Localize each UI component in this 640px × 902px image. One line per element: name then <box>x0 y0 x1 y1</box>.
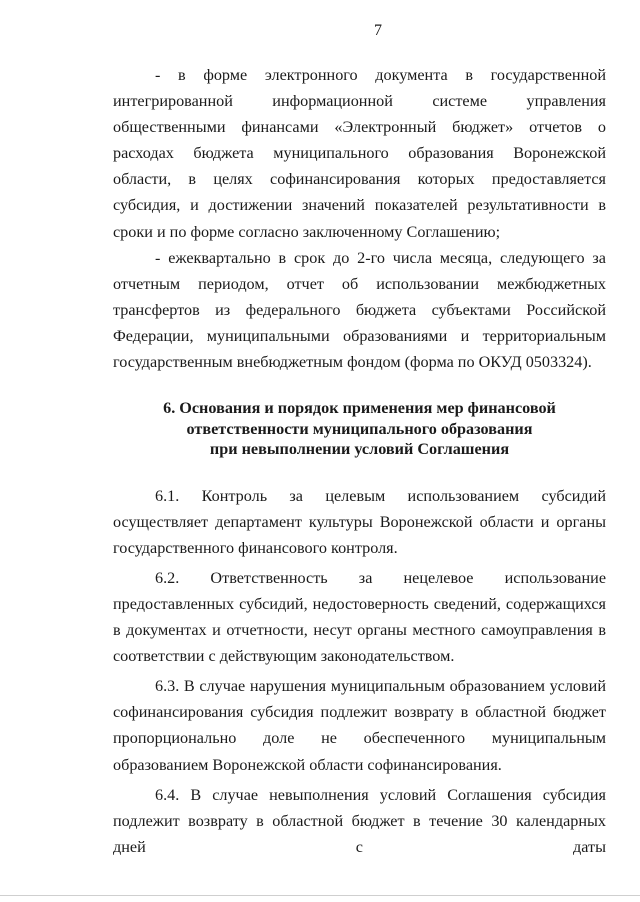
page-number: 7 <box>374 22 382 39</box>
section-heading <box>113 398 606 460</box>
section-heading-line: 6. Основания и порядок применения мер финансовой <box>163 399 556 418</box>
page-bottom-rule <box>0 895 640 896</box>
paragraph: 6.1. Контроль за целевым использованием субсидий осуществляет департамент культуры Воронежской области и органы государственного финансового контроля. <box>113 486 606 557</box>
list-item: - в форме электронного документа в государственной интегрированной информационной системе управления общественными финансами «Электронный бюджет» отчетов о расходах бюджета муниципального образования Воронежской области, в целях софинансирования которых предоставляется субсидия, и достижении значений показателей результативности в сроки и по форме согласно заключенному Соглашению; <box>113 66 606 241</box>
document-body <box>113 62 606 860</box>
paragraph: 6.4. В случае невыполнения условий Соглашения субсидия подлежит возврату в областной бюджет в течение 30 календарных дней с даты <box>113 785 606 856</box>
section-heading-line: ответственности муниципального образования <box>186 419 533 438</box>
section-heading-line: при невыполнении условий Соглашения <box>209 440 510 459</box>
list-item: - ежеквартально в срок до 2-го числа месяца, следующего за отчетным периодом, отчет об использовании межбюджетных трансфертов из федерального бюджета субъектами Российской Федерации, муниципальными образованиями и территориальным государственным внебюджетным фондом (форма по ОКУД 0503324). <box>113 248 606 372</box>
paragraph: 6.3. В случае нарушения муниципальным образованием условий софинансирования субсидия подлежит возврату в областной бюджет пропорционально доле не обеспеченного муниципальным образованием Воронежской области софинансирования. <box>113 677 606 774</box>
paragraph: 6.2. Ответственность за нецелевое использование предоставленных субсидий, недостоверность сведений, содержащихся в документах и отчетности, несут органы местного самоуправления в соответствии с действующим законодательством. <box>113 568 606 666</box>
